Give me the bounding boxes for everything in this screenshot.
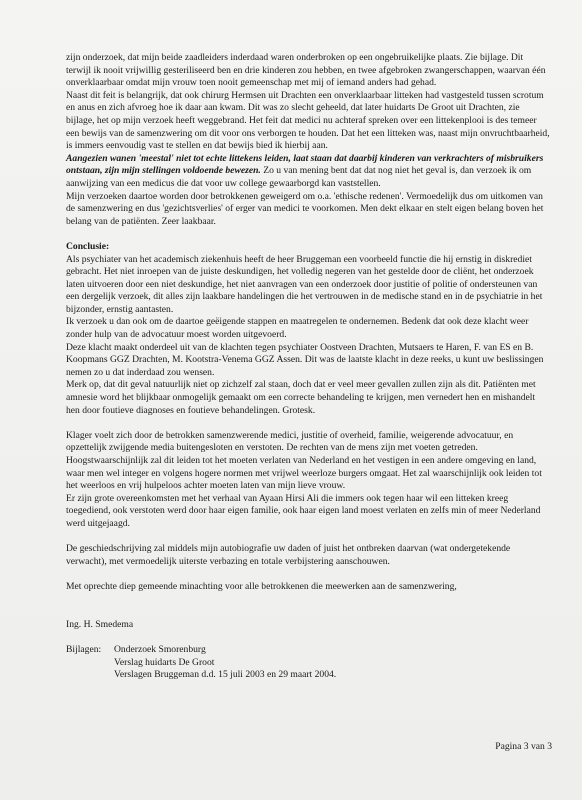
attachments-list — [114, 644, 336, 682]
conclusie-heading: Conclusie: — [66, 240, 110, 252]
paragraph: Als psychiater van het academisch ziekenhuis heeft de heer Bruggeman een voorbeeld functie die hij ernstig in diskrediet gebracht. Het niet inroepen van de juiste deskundigen, het volledig negeren van het gestelde door de cliënt, het onderzoek laten uitvoeren door een niet deskundige, het niet aanvragen van een onderzoek door justitie of politie of ondersteunen van een dergelijk verzoek, dit alles zijn laakbare handelingen die het vertrouwen in de medische stand en in de psychiatrie in het bijzonder, ernstig aantasten. — [66, 253, 543, 315]
bold-followup: Zo u van mening bent dat dat nog niet het geval is, dan verzoek ik om aanwijzing van een medicus die dat voor uw college gewaarborgd kan vaststellen. — [66, 165, 532, 189]
paragraph: Hoogstwaarschijnlijk zal dit leiden tot het moeten verlaten van Nederland en het vestigen in een andere omgeving en land, waar men wel integer en volgens hogere normen met vrijwel weerloze burgers omgaat. Het zal waarschijnlijk ook leiden tot het weerloos en vrij hulpeloos achter moeten laten van mijn lieve vrouw. — [66, 455, 542, 492]
paragraph: De geschiedschrijving zal middels mijn autobiografie uw daden of juist het ontbreken daarvan (wat ondergetekende verwacht), met vermoedelijk uiterste verbazing en totale verbijstering aanschouwen. — [66, 543, 511, 567]
attachments — [66, 644, 550, 682]
paragraph: Merk op, dat dit geval natuurlijk niet op zichzelf zal staan, doch dat er veel meer gevallen zullen zijn als dit. Patiënten met amnesie word het blijkbaar onmogelijk gemaakt om een correcte behandeling te krijgen, men vernedert hen en mishandelt hen door foutieve diagnoses en foutieve behandelingen. Grotesk. — [66, 379, 536, 416]
attachment-item: Onderzoek Smorenburg — [114, 643, 206, 655]
paragraph: Klager voelt zich door de betrokken samenzwerende medici, justitie of overheid, familie, weigerende advocatuur, en opzettelijk zwijgende media buitengesloten en verstoten. De rechten van de mens zijn met voeten getreden. — [66, 429, 514, 454]
attachments-label: Bijlagen: — [66, 643, 102, 655]
document-body — [66, 52, 550, 682]
page-number: Pagina 3 van 3 — [495, 741, 552, 752]
signature: Ing. H. Smedema — [66, 618, 134, 630]
paragraph: Deze klacht maakt onderdeel uit van de klachten tegen psychiater Oostveen Drachten, Mutsaers te Haren, F. van ES en B. Koopmans GGZ Drachten, M. Kootstra-Venema GGZ Assen. Dit was de laatste klacht in deze reeks, u kunt uw beslissingen nemen zo u dat inderdaad zou wensen. — [66, 341, 544, 378]
attachment-item: Verslag huidarts De Groot — [114, 656, 215, 668]
paragraph: Mijn verzoeken daartoe worden door betrokkenen geweigerd om o.a. 'ethische redenen'. Vermoedelijk dus om uitkomen van de samenzwering en dus 'gezichtsverlies' of erger van medici te voorkomen. Men dekt elkaar en stelt eigen belang boven het belang van de patiënten. Zeer laakbaar. — [66, 190, 544, 227]
attachment-item: Verslagen Bruggeman d.d. 15 juli 2003 en 29 maart 2004. — [114, 669, 337, 681]
bold-statement: Aangezien wanen 'meestal' niet tot echte littekens leiden, laat staan dat daarbij kinderen van verkrachters of misbruikers ontstaan, zijn mijn stellingen voldoende bewezen. — [66, 152, 544, 177]
paragraph: Er zijn grote overeenkomsten met het verhaal van Ayaan Hirsi Ali die immers ook tegen haar wil een litteken kreeg toegediend, ook verstoten werd door haar eigen familie, ook haar eigen land moest verlaten en zelfs min of meer Nederland werd uitgejaagd. — [66, 492, 541, 529]
paragraph: Naast dit feit is belangrijk, dat ook chirurg Hermsen uit Drachten een onverklaarbaar litteken had vastgesteld tussen scrotum en anus en zich afvroeg hoe ik daar aan kwam. Dit was zo slecht geheeld, dat later huidarts De Groot uit Drachten, zie bijlage, het op mijn verzoek heeft weggebrand. Het feit dat medici nu achteraf spreken over een littekenplooi is des temeer een bewijs van de samenzwering om dit voor ons verborgen te houden. Dat het een litteken was, naast mijn onvruchtbaarheid, is immers eenvoudig vast te stellen en dat bewijs bied ik hierbij aan. — [66, 89, 550, 152]
closing-line: Met oprechte diep gemeende minachting voor alle betrokkenen die meewerken aan de samenzwering, — [66, 580, 457, 592]
paragraph: Ik verzoek u dan ook om de daartoe geëigende stappen en maatregelen te ondernemen. Bedenk dat ook deze klacht weer zonder hulp van de advocatuur moest worden uitgevoerd. — [66, 316, 529, 341]
paragraph: zijn onderzoek, dat mijn beide zaadleiders inderdaad waren onderbroken op een ongebruikelijke plaats. Zie bijlage. Dit terwijl ik nooit vrijwillig gesteriliseerd ben en drie kinderen zou hebben, en twee afgebroken zwangerschappen, waarvan één onverklaarbaar omdat mijn vrouw toen nooit gemeenschap met mij of iemand anders had gehad. — [66, 52, 546, 89]
paragraph-emphasis — [66, 153, 550, 191]
